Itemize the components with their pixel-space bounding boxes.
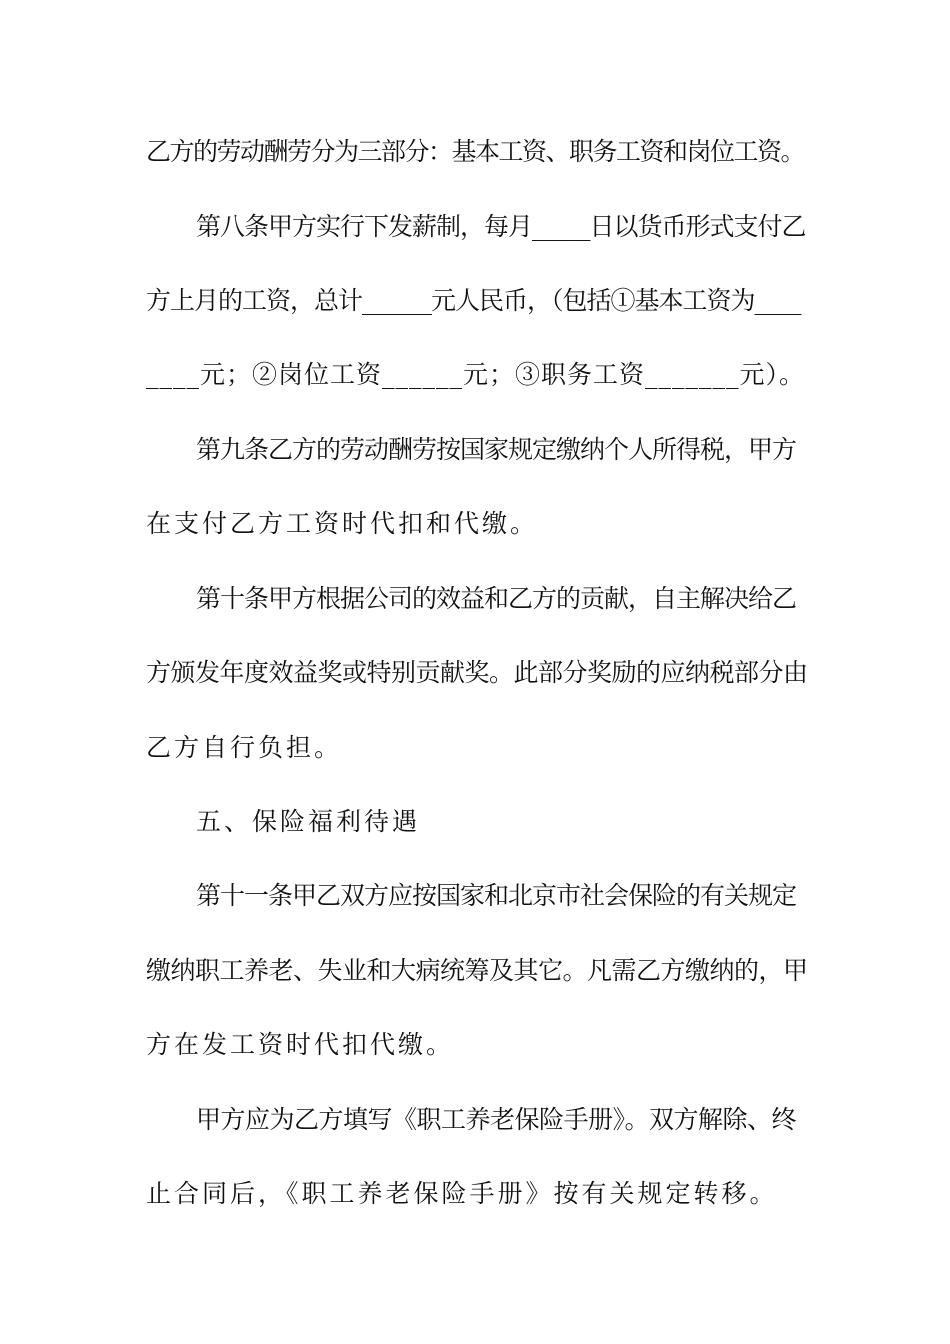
text-line: 止合同后，《职工养老保险手册》按有关规定转移。	[146, 1179, 778, 1208]
section-heading: 五、保险福利待遇	[196, 807, 421, 836]
text-line: 方在发工资时代扣代缴。	[146, 1030, 455, 1059]
text-line: 乙方自行负担。	[146, 733, 343, 762]
text-line: 方颁发年度效益奖或特别贡献奖。此部分奖励的应纳税部分由	[146, 658, 808, 687]
text-line: 第十条甲方根据公司的效益和乙方的贡献，自主解决给乙	[196, 584, 797, 613]
text-line: 第八条甲方实行下发薪制，每月_____日以货币形式支付乙	[196, 212, 806, 241]
text-line: 方上月的工资，总计______元人民币，（包括①基本工资为____	[146, 286, 801, 315]
text-line: 在支付乙方工资时代扣和代缴。	[146, 509, 539, 538]
text-line: ____元；②岗位工资______元；③职务工资_______元）。	[146, 360, 806, 389]
text-line: 第九条乙方的劳动酬劳按国家规定缴纳个人所得税，甲方	[196, 435, 797, 464]
text-line: 第十一条甲乙双方应按国家和北京市社会保险的有关规定	[196, 881, 797, 910]
text-line: 缴纳职工养老、失业和大病统筹及其它。凡需乙方缴纳的，甲	[146, 956, 808, 985]
text-line: 甲方应为乙方填写《职工养老保险手册》。双方解除、终	[196, 1105, 797, 1134]
text-line: 乙方的劳动酬劳分为三部分：基本工资、职务工资和岗位工资。	[146, 137, 805, 166]
